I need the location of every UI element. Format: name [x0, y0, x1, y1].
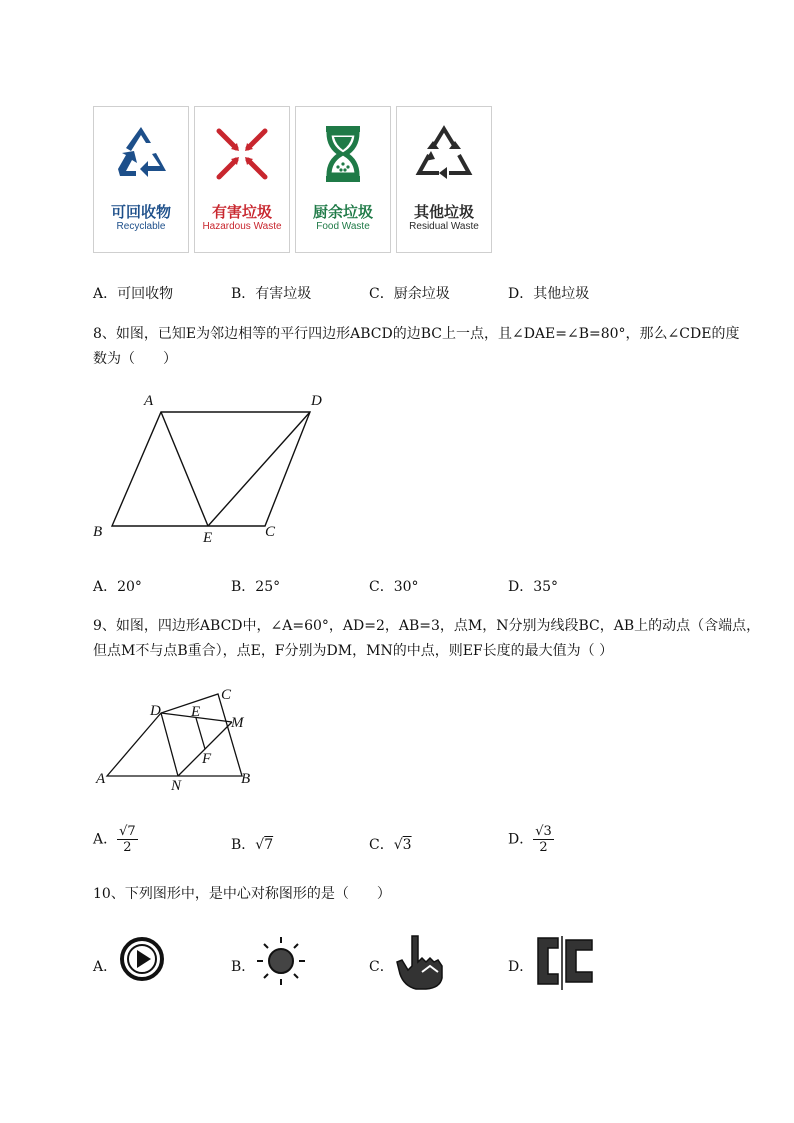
bin-label-en: Hazardous Waste	[202, 221, 282, 232]
q9-option-c: C．√3	[369, 837, 412, 853]
bin-label-en: Recyclable	[116, 221, 166, 232]
q8-stem-line2: 数为（ ）	[93, 351, 177, 367]
q10-option-a: A．	[93, 959, 118, 975]
q9-label-d: D	[150, 703, 161, 719]
q8-stem-line1: 8、如图，已知E为邻边相等的平行四边形ABCD的边BC上一点，且∠DAE=∠B=80°，那么∠CDE的度	[93, 326, 740, 342]
q8-option-a: A．20°	[93, 579, 142, 595]
q9-option-a: A． $\frac{√7}{2}$	[93, 824, 136, 855]
play-button-icon	[118, 935, 166, 983]
bin-card-residual	[396, 106, 492, 253]
q8-label-e: E	[203, 530, 213, 546]
q8-option-b: B．25°	[231, 579, 281, 595]
q9-stem-line2: 但点M不与点B重合），点E，F分别为DM，MN的中点，则EF长度的最大值为（ ）	[93, 643, 614, 659]
fraction: $\frac{√3}{2}$	[535, 824, 552, 855]
q8-label-d: D	[311, 393, 322, 409]
q8-label-b: B	[93, 524, 103, 540]
q8-parallelogram-figure	[88, 390, 338, 550]
q9-label-a: A	[96, 771, 106, 787]
q9-label-b: B	[241, 771, 251, 787]
q9-option-b: B．√7	[231, 837, 274, 853]
bin-label-cn: 可回收物	[110, 203, 171, 221]
hourglass-icon	[312, 123, 374, 185]
bin-label-cn: 有害垃圾	[211, 203, 272, 221]
q8-option-d: D．35°	[508, 579, 559, 595]
q9-option-d: D． $\frac{√3}{2}$	[508, 824, 552, 855]
q9-label-m: M	[231, 715, 244, 731]
q8-option-c: C．30°	[369, 579, 419, 595]
bin-card-hazardous	[194, 106, 290, 253]
q10-option-b: B．	[231, 959, 256, 975]
hand-icon	[394, 932, 450, 992]
bin-label-cn: 厨余垃圾	[312, 203, 373, 221]
q7-option-d: D．其他垃圾	[508, 286, 590, 302]
q7-option-c: C．厨余垃圾	[369, 286, 450, 302]
fraction: $\frac{√7}{2}$	[119, 824, 136, 855]
q9-stem-line1: 9、如图，四边形ABCD中，∠A=60°，AD=2，AB=3，点M，N分别为线段BC，AB上的动点（含端点，	[93, 618, 761, 634]
bin-card-recyclable	[93, 106, 189, 253]
q9-label-c: C	[221, 687, 232, 703]
q8-label-a: A	[144, 393, 154, 409]
recycle-icon	[110, 123, 172, 185]
cc-logo-icon	[532, 934, 596, 992]
sun-icon	[254, 934, 308, 988]
q7-option-a: A．可回收物	[93, 286, 174, 302]
bin-label-en: Residual Waste	[409, 221, 479, 232]
q8-label-c: C	[265, 524, 276, 540]
bin-label-en: Food Waste	[316, 221, 370, 232]
hazard-arrows-icon	[211, 123, 273, 185]
q10-stem: 10、下列图形中，是中心对称图形的是（ ）	[93, 886, 391, 902]
q9-label-n: N	[171, 778, 182, 794]
q10-option-d: D．	[508, 959, 534, 975]
bin-label-cn: 其他垃圾	[413, 203, 474, 221]
q7-option-b: B．有害垃圾	[231, 286, 312, 302]
residual-arrows-icon	[413, 123, 475, 185]
q9-label-f: F	[202, 751, 212, 767]
bin-card-food	[295, 106, 391, 253]
q9-label-e: E	[191, 704, 201, 720]
q10-option-c: C．	[369, 959, 394, 975]
